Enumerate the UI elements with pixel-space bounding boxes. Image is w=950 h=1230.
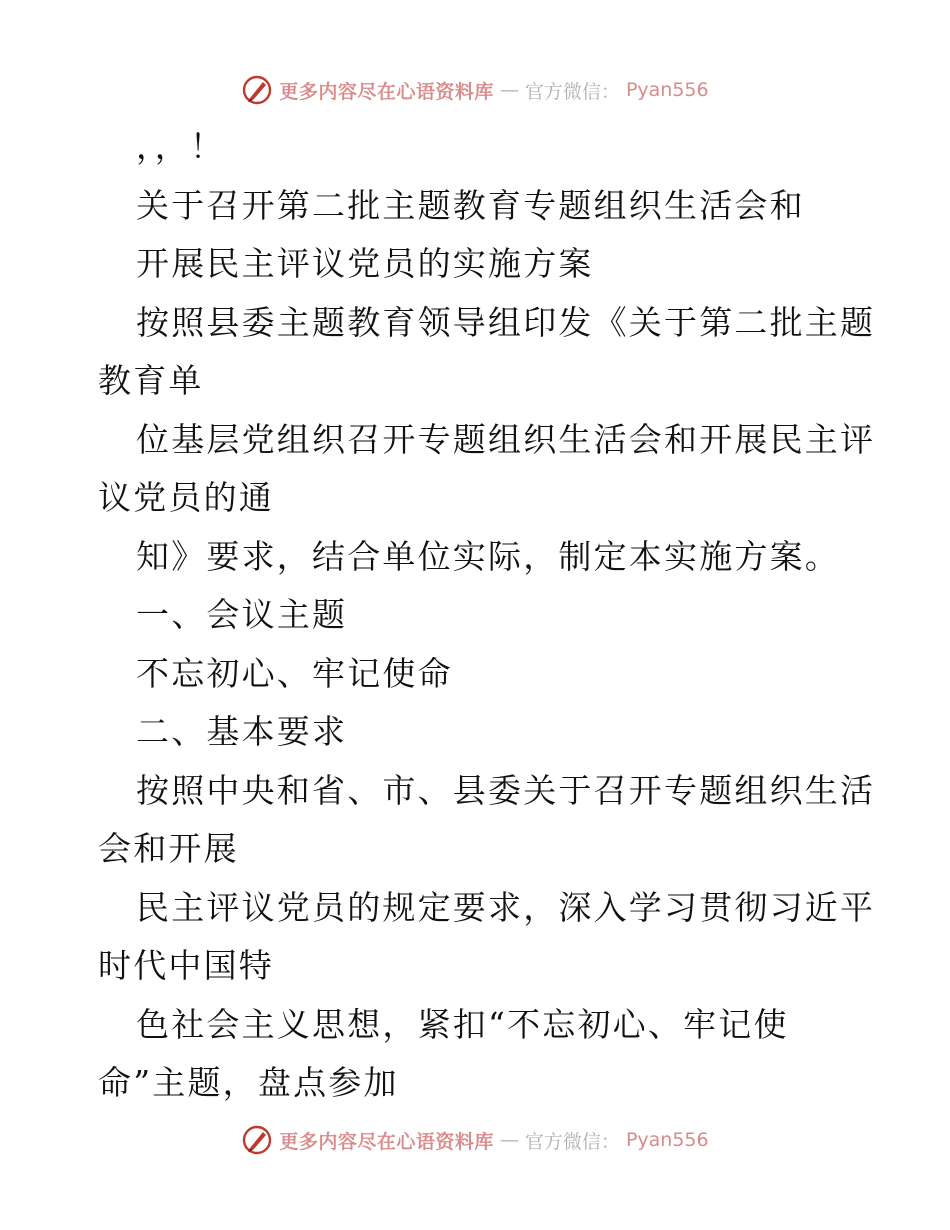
- text-line: 不忘初心、牢记使命: [136, 653, 453, 693]
- watermark-wechat-id: Pyan556: [625, 1129, 709, 1151]
- text-line: 按照中央和省、市、县委关于召开专题组织生活: [136, 770, 876, 810]
- text-line: 色社会主义思想，紧扣“不忘初心、牢记使: [136, 1004, 789, 1044]
- footer-watermark: [0, 1120, 950, 1160]
- watermark-separator: —: [499, 1129, 519, 1151]
- doc-title-line-1: 关于召开第二批主题教育专题组织生活会和: [136, 185, 805, 225]
- section-heading: 二、基本要求: [136, 712, 348, 751]
- document-body: [98, 118, 876, 1113]
- text-line: 知》要求，结合单位实际，制定本实施方案。: [136, 536, 840, 576]
- watermark-wechat-label: 官方微信：: [524, 1130, 620, 1153]
- quill-logo-icon: [241, 1124, 273, 1156]
- text-line: 位基层党组织召开专题组织生活会和开展民主评: [136, 419, 876, 459]
- text-line: 会和开展: [98, 829, 239, 868]
- text-line: 命”主题，盘点参加: [98, 1063, 399, 1102]
- text-line: 时代中国特: [98, 946, 274, 985]
- watermark-wechat-label: 官方微信：: [524, 80, 620, 103]
- header-watermark: [0, 70, 950, 110]
- doc-title-line-2: 开展民主评议党员的实施方案: [136, 244, 594, 283]
- watermark-site-text: 更多内容尽在心语资料库: [279, 80, 494, 103]
- watermark-site-text: 更多内容尽在心语资料库: [279, 1130, 494, 1153]
- text-line: 教育单: [98, 361, 204, 400]
- quill-logo-icon: [241, 74, 273, 106]
- text-line: 议党员的通: [98, 478, 274, 517]
- watermark-separator: —: [499, 79, 519, 101]
- text-line: ，，！: [136, 127, 226, 166]
- text-line: 按照县委主题教育领导组印发《关于第二批主题: [136, 302, 876, 342]
- watermark-wechat-id: Pyan556: [625, 79, 709, 101]
- text-line: 民主评议党员的规定要求，深入学习贯彻习近平: [136, 887, 876, 927]
- section-heading: 一、会议主题: [136, 595, 348, 634]
